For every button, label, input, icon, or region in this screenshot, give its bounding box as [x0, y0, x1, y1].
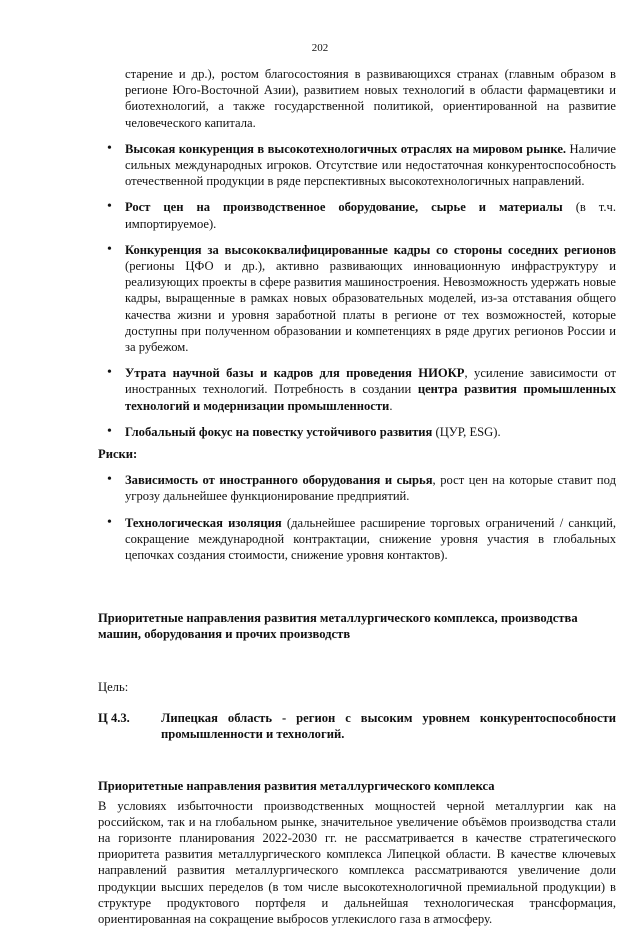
item-bold-text: Технологическая изоляция [125, 516, 282, 530]
item-text-2: . [389, 399, 392, 413]
item-text: Наличие сильных международных игроков. Отсутствие или недостаточная конкурентоспособность отечественной продукции в ряде перспективных высокотехнологичных направлений. [125, 142, 616, 188]
risks-list [98, 472, 616, 563]
item-text: , усиление зависимости от иностранных технологий. Потребность в создании [125, 366, 616, 396]
goal-text: Липецкая область - регион с высоким уровнем конкурентоспособности промышленности и технологий. [161, 710, 616, 742]
list-item [98, 199, 616, 231]
list-item [98, 515, 616, 564]
goal-label: Цель: [98, 679, 616, 695]
list-item [98, 424, 616, 440]
priority-heading: Приоритетные направления развития металлургического комплекса, производства машин, оборудования и прочих производств [98, 610, 616, 642]
item-text: (в т.ч. импортируемое). [125, 200, 616, 230]
item-text: , рост цен на которые ставит под угрозу дальнейшее функционирование предприятий. [125, 473, 616, 503]
continuation-paragraph: старение и др.), ростом благосостояния в развивающихся странах (главным образом в регионе Юго-Восточной Азии), развитием новых технологий в области фармацевтики и биотехнологий, а также государственной политикой, ориентированной на развитие человеческого капитала. [125, 66, 616, 131]
item-bold-text: Конкуренция за высококвалифицированные кадры со стороны соседних регионов [125, 243, 616, 257]
list-item [98, 365, 616, 414]
body-paragraph: В условиях избыточности производственных мощностей черной металлургии как на российском, так и на глобальном рынке, значительное увеличение объёмов производства стали на горизонте планирования 2022-2030 гг. не рассматривается в качестве стратегического приоритета развития металлургического комплекса Липецкой области. В качестве ключевых направлений развития металлургического комплекса рассматриваются увеличение доли продукции высших переделов (в том числе высокотехнологичной премиальной продукции) в структуре продуктового портфеля и дальнейшая технологическая трансформация, ориентированная на сокращение выбросов углекислого газа в атмосферу. [98, 798, 616, 927]
item-bold-text: Зависимость от иностранного оборудования и сырья [125, 473, 433, 487]
list-item [98, 141, 616, 190]
item-bold-text: Утрата научной базы и кадров для проведения НИОКР [125, 366, 465, 380]
page-content [98, 66, 616, 927]
goal-row [98, 710, 616, 742]
item-bold-text-2: центра развития промышленных технологий и модернизации промышленности [125, 382, 616, 412]
page-number: 202 [0, 42, 640, 54]
item-bold-text: Глобальный фокус на повестку устойчивого развития [125, 425, 432, 439]
goal-code: Ц 4.3. [98, 710, 161, 742]
item-text: (дальнейшее расширение торговых ограничений / санкций, сокращение международной контрактации, снижение уровня участия в глобальных цепочках создания стоимости, снижение уровня контактов). [125, 516, 616, 562]
item-bold-text: Высокая конкуренция в высокотехнологичных отраслях на мировом рынке. [125, 142, 566, 156]
list-item [98, 472, 616, 504]
sub-heading: Приоритетные направления развития металлургического комплекса [98, 778, 616, 794]
item-text: (ЦУР, ESG). [432, 425, 500, 439]
item-bold-text: Рост цен на производственное оборудование, сырье и материалы [125, 200, 563, 214]
threats-list [98, 141, 616, 440]
item-text: (регионы ЦФО и др.), активно развивающих инновационную инфраструктуру и реализующих проекты в сфере развития машиностроения. Невозможность удержать новые кадры, выращенные в рамках новых образовательных моделей, из-за отставания общего качества жизни и уровня заработной платы в регионе от тех возможностей, которые доступны при полученном образовании и компетенциях в ряде других регионов России и за рубежом. [125, 259, 616, 354]
risks-label: Риски: [98, 446, 616, 462]
list-item [98, 242, 616, 355]
